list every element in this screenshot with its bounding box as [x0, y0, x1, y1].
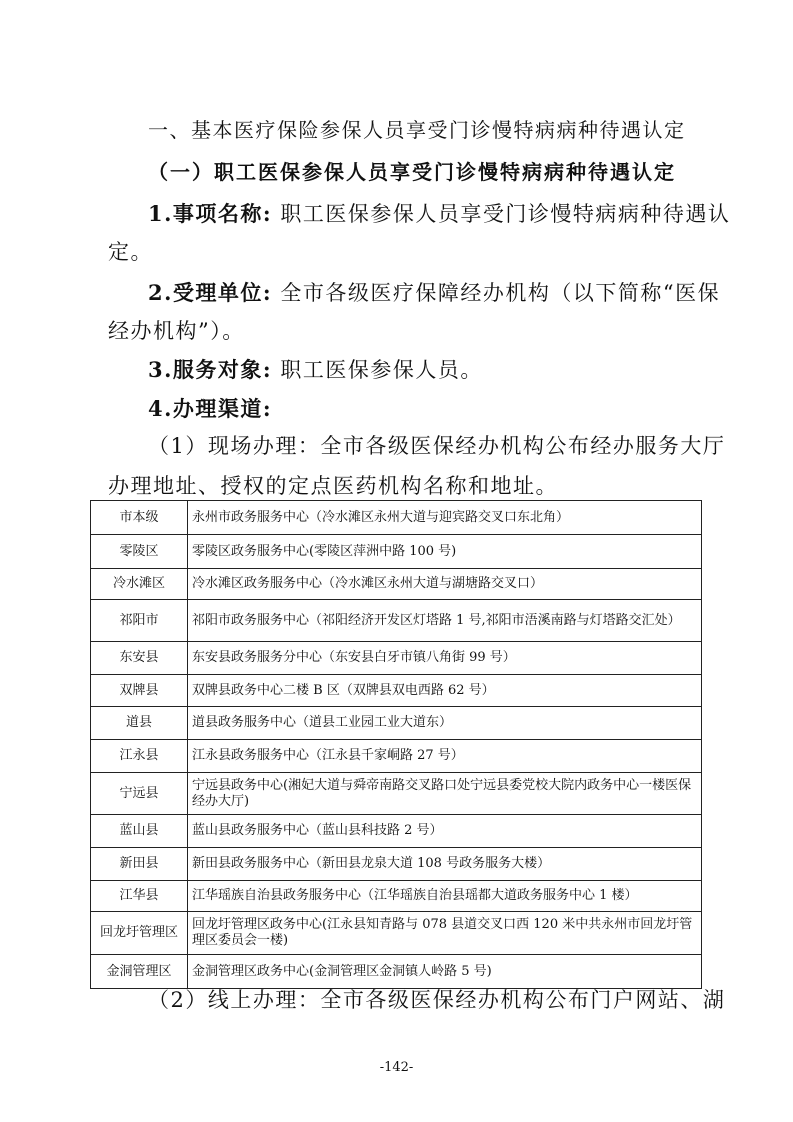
address-cell: 零陵区政务服务中心(零陵区萍洲中路 100 号)	[188, 535, 702, 569]
table-row	[91, 848, 702, 881]
county-cell: 双牌县	[91, 675, 188, 707]
table-row	[91, 912, 702, 955]
table-row	[91, 707, 702, 740]
section-heading: 一、基本医疗保险参保人员享受门诊慢特病病种待遇认定	[148, 118, 686, 142]
item-3-label: 3.服务对象:	[148, 357, 273, 382]
address-cell: 江永县政务服务中心（江永县千家峒路 27 号）	[188, 740, 702, 773]
page-number: -142-	[379, 1060, 414, 1075]
item-3-text: 职工医保参保人员。	[280, 358, 483, 382]
county-cell: 新田县	[91, 848, 188, 881]
address-cell: 新田县政务服务中心（新田县龙泉大道 108 号政务服务大楼）	[188, 848, 702, 881]
item-4-label: 4.办理渠道:	[148, 396, 273, 421]
address-cell: 金洞管理区政务中心(金洞管理区金洞镇人岭路 5 号)	[188, 955, 702, 989]
county-cell: 东安县	[91, 642, 188, 675]
address-cell: 蓝山县政务服务中心（蓝山县科技路 2 号）	[188, 815, 702, 848]
county-cell: 回龙圩管理区	[91, 912, 188, 955]
address-cell: 宁远县政务中心(湘妃大道与舜帝南路交叉路口处宁远县委党校大院内政务中心一楼医保经办大厅)	[188, 773, 702, 815]
county-cell: 祁阳市	[91, 600, 188, 642]
table-row	[91, 569, 702, 600]
table-row	[91, 815, 702, 848]
address-cell: 双牌县政务中心二楼 B 区（双牌县双电西路 62 号）	[188, 675, 702, 707]
online-line-1: （2）线上办理：全市各级医保经办机构公布门户网站、湖	[148, 988, 726, 1012]
address-cell: 江华瑶族自治县政务服务中心（江华瑶族自治县瑶都大道政务服务中心 1 楼）	[188, 881, 702, 912]
item-1-line-2: 定。	[108, 240, 153, 264]
county-cell: 宁远县	[91, 773, 188, 815]
service-office-table	[90, 500, 702, 989]
county-cell: 江永县	[91, 740, 188, 773]
address-cell: 冷水滩区政务服务中心（冷水滩区永州大道与湖塘路交叉口）	[188, 569, 702, 600]
item-3	[148, 356, 728, 384]
item-2-label: 2.受理单位:	[148, 280, 273, 305]
onsite-line-2: 办理地址、授权的定点医药机构名称和地址。	[108, 474, 558, 498]
subsection-heading: （一）职工医保参保人员享受门诊慢特病病种待遇认定	[148, 160, 676, 184]
county-cell: 市本级	[91, 501, 188, 535]
table-row	[91, 773, 702, 815]
county-cell: 江华县	[91, 881, 188, 912]
item-1-label: 1.事项名称:	[148, 201, 273, 226]
item-4	[148, 395, 728, 423]
address-cell: 祁阳市政务服务中心（祁阳经济开发区灯塔路 1 号,祁阳市浯溪南路与灯塔路交汇处）	[188, 600, 702, 642]
county-cell: 蓝山县	[91, 815, 188, 848]
table-row	[91, 740, 702, 773]
table-row	[91, 642, 702, 675]
item-1-text: 职工医保参保人员享受门诊慢特病病种待遇认	[280, 202, 731, 226]
address-cell: 永州市政务服务中心（冷水滩区永州大道与迎宾路交叉口东北角）	[188, 501, 702, 535]
item-1-line-1	[148, 200, 731, 228]
item-2-line-1	[148, 279, 728, 307]
county-cell: 金洞管理区	[91, 955, 188, 989]
item-2-text: 全市各级医疗保障经办机构（以下简称“医保	[280, 281, 721, 305]
address-cell: 道县政务服务中心（道县工业园工业大道东）	[188, 707, 702, 740]
table-row	[91, 600, 702, 642]
item-2-line-2: 经办机构”）。	[108, 319, 245, 343]
county-cell: 道县	[91, 707, 188, 740]
county-cell: 零陵区	[91, 535, 188, 569]
address-cell: 东安县政务服务分中心（东安县白牙市镇八角街 99 号）	[188, 642, 702, 675]
table-row	[91, 881, 702, 912]
onsite-line-1: （1）现场办理：全市各级医保经办机构公布经办服务大厅	[148, 434, 726, 458]
service-office-rows	[91, 501, 702, 989]
table-row	[91, 501, 702, 535]
table-row	[91, 675, 702, 707]
address-cell: 回龙圩管理区政务中心(江永县知青路与 078 县道交叉口西 120 米中共永州市回龙圩管理区委员会一楼)	[188, 912, 702, 955]
county-cell: 冷水滩区	[91, 569, 188, 600]
table-row	[91, 535, 702, 569]
table-row	[91, 955, 702, 989]
